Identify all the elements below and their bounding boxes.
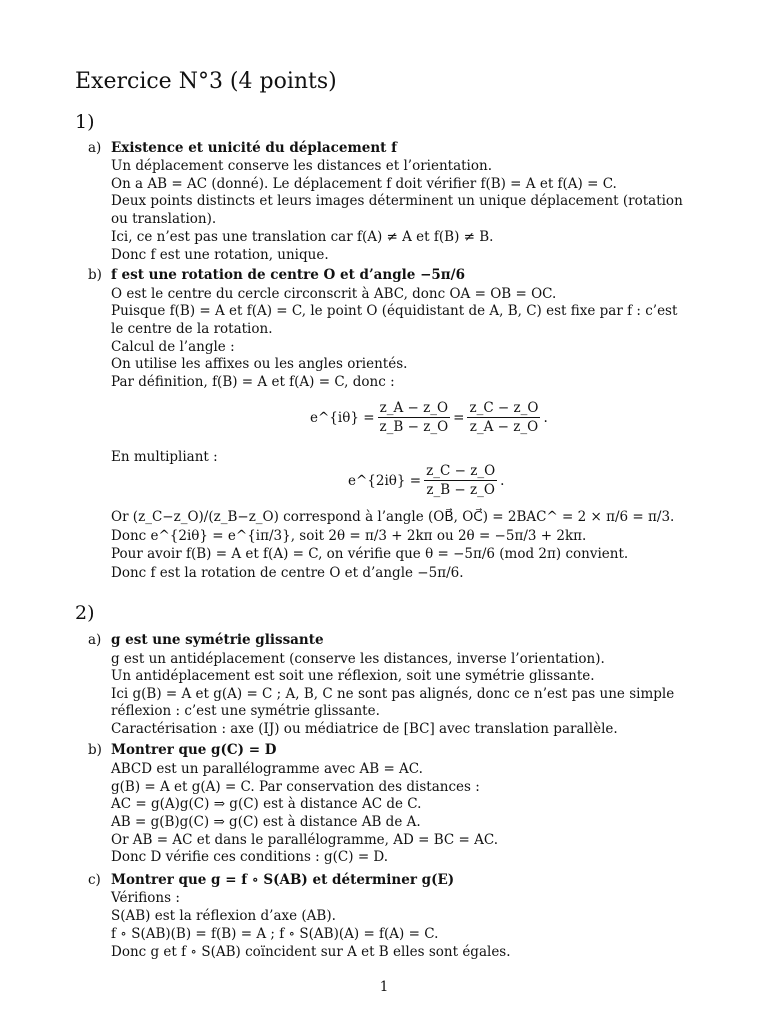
text-line: g(B) = A et g(A) = C. Par conservation des distances : [111,779,480,795]
item-title: Montrer que g = f ∘ S(AB) et déterminer g(E) [111,872,455,888]
item-label: a) [88,140,102,156]
equation-end: . [500,472,505,489]
fraction-denominator: z_A − z_O [469,419,539,435]
question-2-heading: 2) [75,602,95,624]
equation-lhs: e^{iθ} = [310,409,375,426]
text-line: Donc g et f ∘ S(AB) coïncident sur A et B elles sont égales. [111,944,511,960]
item-label: a) [88,632,102,648]
fraction-numerator: z_A − z_O [379,400,449,416]
text-line: Ici g(B) = A et g(A) = C ; A, B, C ne sont pas alignés, donc ce n’est pas une simple [111,686,675,702]
question-1-heading: 1) [75,111,95,133]
fraction-denominator: z_B − z_O [379,419,449,435]
text-line: On a AB = AC (donné). Le déplacement f doit vérifier f(B) = A et f(A) = C. [111,176,617,192]
text-line: Deux points distincts et leurs images déterminent un unique déplacement (rotation [111,193,683,209]
equation-display-2 [348,463,504,498]
text-line: Calcul de l’angle : [111,339,235,355]
item-label: b) [88,742,102,758]
text-line: Caractérisation : axe (IJ) ou médiatrice de [BC] avec translation parallèle. [111,721,618,737]
equals-sign: = [453,409,465,426]
fraction-numerator: z_C − z_O [469,400,539,416]
text-line: le centre de la rotation. [111,321,273,337]
fraction-denominator: z_B − z_O [426,482,495,498]
text-line: Par définition, f(B) = A et f(A) = C, donc : [111,374,395,390]
text-line: réflexion : c’est une symétrie glissante. [111,703,380,719]
text-line: Donc e^{2iθ} = e^{iπ/3}, soit 2θ = π/3 + 2kπ ou 2θ = −5π/3 + 2kπ. [111,528,587,544]
text-line: Or (z_C−z_O)/(z_B−z_O) correspond à l’angle (OB⃗, OC⃗) = 2BAC^ = 2 × π/6 = π/3. [111,509,675,525]
item-title: Existence et unicité du déplacement f [111,140,397,156]
text-line: Or AB = AC et dans le parallélogramme, AD = BC = AC. [111,832,498,848]
fraction [467,400,540,435]
fraction [378,400,451,435]
text-line: Donc D vérifie ces conditions : g(C) = D. [111,849,389,865]
item-1b-heading [88,266,465,284]
text-line: En multipliant : [111,449,218,465]
item-2b-heading [88,741,276,759]
text-line: f ∘ S(AB)(B) = f(B) = A ; f ∘ S(AB)(A) = f(A) = C. [111,926,439,942]
item-2a-heading [88,631,324,649]
exercise-title: Exercice N°3 (4 points) [75,69,337,94]
item-2c-heading [88,871,454,889]
text-line: On utilise les affixes ou les angles orientés. [111,356,408,372]
text-line: Pour avoir f(B) = A et f(A) = C, on vérifie que θ = −5π/6 (mod 2π) convient. [111,546,629,562]
text-line: AB = g(B)g(C) ⇒ g(C) est à distance AB de A. [111,814,421,830]
item-title: g est une symétrie glissante [111,632,324,648]
text-line: Donc f est une rotation, unique. [111,247,329,263]
item-label: b) [88,267,102,283]
text-line: Un déplacement conserve les distances et l’orientation. [111,158,492,174]
text-line: O est le centre du cercle circonscrit à ABC, donc OA = OB = OC. [111,286,557,302]
text-line: Donc f est la rotation de centre O et d’angle −5π/6. [111,565,464,581]
item-title: Montrer que g(C) = D [111,742,277,758]
text-line: ou translation). [111,211,217,227]
page-number: 1 [379,979,389,995]
text-line: Puisque f(B) = A et f(A) = C, le point O (équidistant de A, B, C) est fixe par f : c’est [111,303,678,319]
equation-lhs: e^{2iθ} = [348,472,422,489]
item-title: f est une rotation de centre O et d’angle −5π/6 [111,267,465,283]
fraction [424,463,497,498]
text-line: Vérifions : [111,890,180,906]
text-line: ABCD est un parallélogramme avec AB = AC. [111,761,423,777]
item-label: c) [88,872,101,888]
text-line: AC = g(A)g(C) ⇒ g(C) est à distance AC de C. [111,796,422,812]
equation-end: . [543,409,548,426]
fraction-numerator: z_C − z_O [426,463,496,479]
text-line: Un antidéplacement est soit une réflexion, soit une symétrie glissante. [111,668,595,684]
equation-display-1 [310,400,548,435]
item-1a-heading [88,139,397,157]
text-line: g est un antidéplacement (conserve les distances, inverse l’orientation). [111,651,605,667]
text-line: Ici, ce n’est pas une translation car f(A) ≠ A et f(B) ≠ B. [111,229,494,245]
text-line: S(AB) est la réflexion d’axe (AB). [111,908,336,924]
